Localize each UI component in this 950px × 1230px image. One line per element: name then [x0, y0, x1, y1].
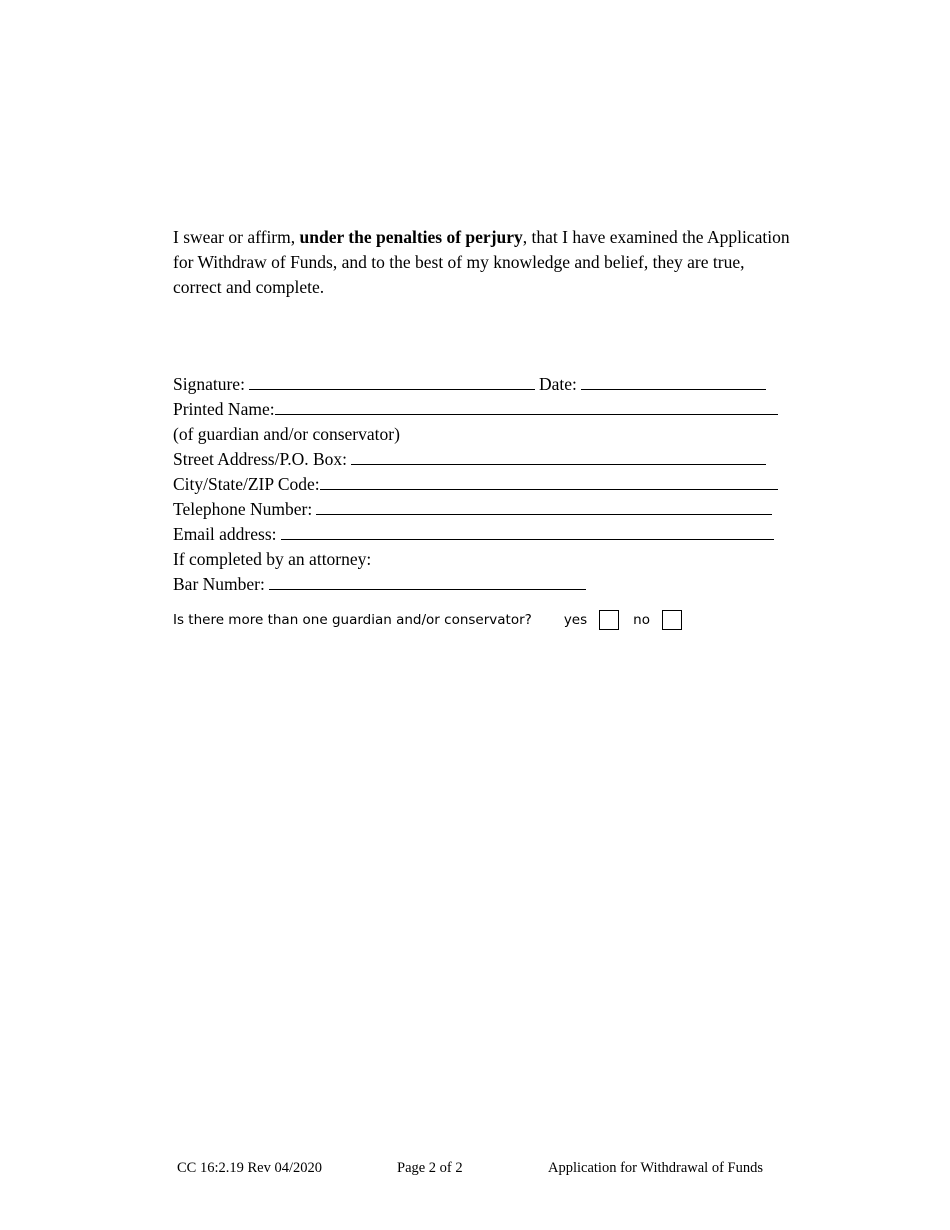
email-row: [173, 522, 793, 547]
attorney-note: If completed by an attorney:: [173, 549, 372, 569]
page-number: Page 2 of 2: [397, 1160, 463, 1176]
signature-field[interactable]: [249, 372, 535, 390]
date-label: Date:: [538, 374, 577, 394]
oath-prefix: I swear or affirm,: [173, 227, 300, 247]
email-label: Email address:: [173, 524, 277, 544]
street-field[interactable]: [351, 447, 766, 465]
date-field[interactable]: [581, 372, 766, 390]
telephone-row: [173, 497, 793, 522]
oath-suffix: , that I have examined the Application for Withdraw of Funds, and to the best of my knowledge and belief, they are true, correct and complete.: [173, 227, 790, 297]
city-field[interactable]: [320, 472, 778, 490]
telephone-field[interactable]: [316, 497, 772, 515]
question-text: Is there more than one guardian and/or conservator?: [173, 612, 532, 628]
page-footer: [0, 1160, 950, 1180]
yes-label: yes: [563, 612, 588, 628]
bar-number-row: [173, 572, 793, 597]
form-title: Application for Withdrawal of Funds: [548, 1160, 764, 1176]
oath-bold-phrase: under the penalties of perjury: [299, 227, 523, 247]
perjury-statement: [173, 225, 793, 300]
bar-number-field[interactable]: [269, 572, 586, 590]
street-row: [173, 447, 793, 472]
city-label: City/State/ZIP Code:: [173, 474, 320, 494]
bar-number-label: Bar Number:: [173, 574, 265, 594]
form-code: CC 16:2.19 Rev 04/2020: [177, 1160, 323, 1176]
guardian-note: (of guardian and/or conservator): [173, 424, 400, 444]
signature-label: Signature:: [173, 374, 245, 394]
multiple-guardian-question: [173, 607, 696, 633]
printed-name-field[interactable]: [275, 397, 778, 415]
street-label: Street Address/P.O. Box:: [173, 449, 348, 469]
telephone-label: Telephone Number:: [173, 499, 313, 519]
no-checkbox[interactable]: [662, 610, 682, 630]
printed-name-label: Printed Name:: [173, 399, 275, 419]
yes-checkbox[interactable]: [599, 610, 619, 630]
signature-block: [173, 372, 793, 597]
printed-name-row: [173, 397, 793, 422]
signature-row: [173, 372, 793, 397]
email-field[interactable]: [281, 522, 774, 540]
attorney-note-row: [173, 547, 793, 572]
city-row: [173, 472, 793, 497]
no-label: no: [633, 612, 650, 628]
guardian-note-row: [173, 422, 793, 447]
